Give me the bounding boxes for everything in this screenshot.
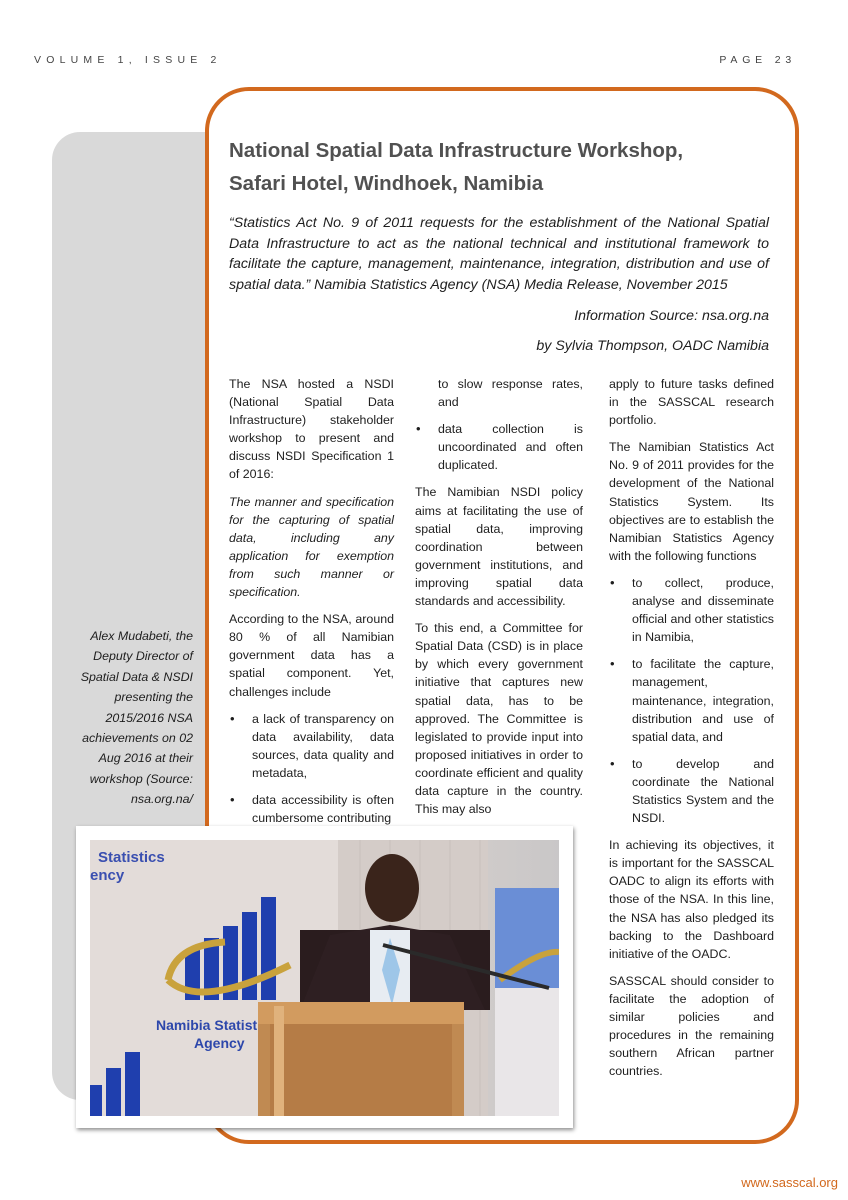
presenter-head — [365, 854, 419, 922]
article-column-1 — [229, 375, 394, 836]
article-column-2 — [415, 375, 583, 827]
paragraph: The NSA hosted a NSDI (National Spatial Data Infrastructure) stakeholder workshop to present and discuss NSDI Specification 1 of 2016: — [229, 377, 394, 482]
photo-frame — [76, 826, 573, 1128]
functions-list — [609, 574, 774, 827]
list-item-continuation: to slow response rates, and — [438, 377, 583, 410]
paragraph: SASSCAL should consider to facilitate the adoption of similar policies and procedures in the remaining southern African partner countries. — [609, 973, 774, 1079]
article-column-3 — [609, 375, 774, 1089]
volume-issue-header: VOLUME 1, ISSUE 2 — [34, 54, 222, 66]
challenges-list — [229, 710, 394, 828]
svg-text:ency: ency — [90, 867, 125, 884]
specification-quote: The manner and specification for the capturing of spatial data, including any application for exemption from such manner or specification. — [229, 494, 394, 600]
list-item: • data accessibility is often cumbersome contributing — [229, 791, 394, 827]
paragraph: The Namibian Statistics Act No. 9 of 2011 provides for the development of the National Statistics System. Its objectives are to establish the Namibian Statistics Agency with the following functions — [609, 440, 774, 563]
title-line-1: National Spatial Data Infrastructure Workshop, — [229, 139, 684, 162]
svg-text:Agency: Agency — [194, 1035, 245, 1051]
list-item: • a lack of transparency on data availability, data sources, data quality and metadata, — [229, 710, 394, 782]
info-source: Information Source: nsa.org.na — [574, 308, 769, 324]
list-item: • to facilitate the capture, management, maintenance, integration, distribution and use of spatial data, and — [609, 655, 774, 745]
article-title — [229, 134, 789, 200]
paragraph: To this end, a Committee for Spatial Data (CSD) is in place by which every government initiative that captures new spatial data, has to be approved. The Committee is legislated to provide input into proposed initiatives in order to coordinate efficient and quality data capture in the country. This may also — [415, 621, 583, 817]
footer-website-link[interactable]: www.sasscal.org — [741, 1175, 838, 1190]
lead-quote: “Statistics Act No. 9 of 2011 requests for the establishment of the National Spatial Data Infrastructure to act as the national technical and institutional framework to facilitate the capture, management, maintenance, integration, distribution and use of spatial data.” Namibia Statistics Agency (NSA) Media Release, November 2015 — [229, 215, 769, 293]
paragraph: According to the NSA, around 80 % of all Namibian government data has a spatial component. Yet, challenges include — [229, 612, 394, 699]
presenter-photo — [90, 840, 559, 1116]
photo-caption: Alex Mudabeti, the Deputy Director of Spatial Data & NSDI presenting the 2015/2016 NSA achievements on 02 Aug 2016 at their workshop (Source: nsa.org.na/ — [80, 629, 193, 807]
page-number-header: PAGE 23 — [719, 54, 796, 66]
title-line-2: Safari Hotel, Windhoek, Namibia — [229, 172, 544, 195]
svg-text:Namibia Statist: Namibia Statist — [156, 1017, 258, 1033]
list-item: • data collection is uncoordinated and often duplicated. — [415, 420, 583, 474]
paragraph: apply to future tasks defined in the SASSCAL research portfolio. — [609, 377, 774, 428]
svg-text:Statistics: Statistics — [98, 849, 165, 866]
byline: by Sylvia Thompson, OADC Namibia — [536, 338, 769, 354]
photo-illustration — [90, 840, 559, 1116]
challenges-list-cont — [415, 420, 583, 474]
paragraph: The Namibian NSDI policy aims at facilitating the use of spatial data, improving coordination between government institutions, and improving spatial data standards and accessibility. — [415, 485, 583, 609]
list-item: • to collect, produce, analyse and disseminate official and other statistics in Namibia, — [609, 574, 774, 646]
paragraph: In achieving its objectives, it is important for the SASSCAL OADC to align its efforts with those of the NSA. In this line, the NSA has also pledged its backing to the Dashboard initiative of the OADC. — [609, 838, 774, 961]
list-item: • to develop and coordinate the National Statistics System and the NSDI. — [609, 755, 774, 827]
